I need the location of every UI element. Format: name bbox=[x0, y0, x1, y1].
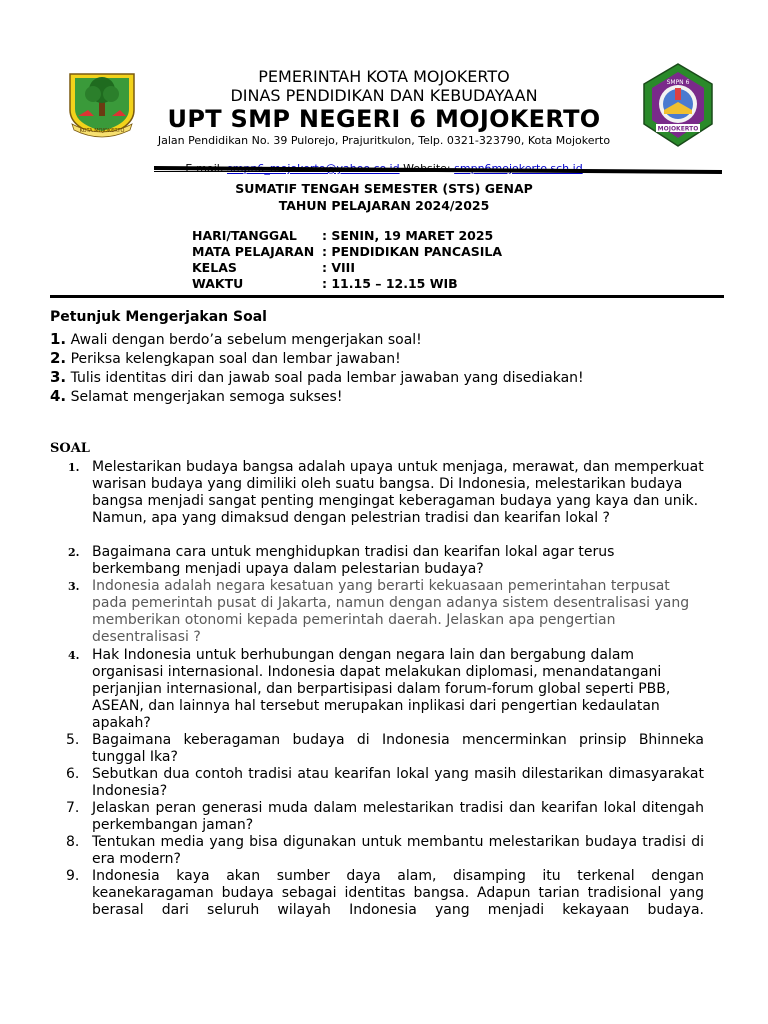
question-number: 6. bbox=[66, 766, 80, 782]
question-text: Indonesia kaya akan sumber daya alam, disamping itu terkenal dengan keanekaragaman budaya sebagai identitas bangsa. Adapun tarian tradisional yang berasal dari seluruh wilayah Indonesia yang menjadi kekayaan budaya. bbox=[92, 868, 704, 918]
info-label: KELAS bbox=[192, 260, 237, 275]
instruction-number: 1. bbox=[50, 330, 67, 348]
letterhead-divider-thin bbox=[154, 171, 722, 172]
info-label: WAKTU bbox=[192, 276, 244, 291]
question-text: Indonesia adalah negara kesatuan yang berarti kekuasaan pemerintahan terpusat pada pemerintah pusat di Jakarta, namun dengan adanya sistem desentralisasi yang memberikan otonomi kepada pemerintah daerah. Jelaskan apa pengertian desentralisasi ? bbox=[92, 578, 690, 645]
question-item bbox=[68, 459, 704, 527]
question-text: Bagaimana keberagaman budaya di Indonesia mencerminkan prinsip Bhinneka tunggal Ika? bbox=[92, 732, 704, 765]
question-number: 8. bbox=[66, 834, 80, 850]
instruction-number: 3. bbox=[50, 368, 67, 386]
question-text: Jelaskan peran generasi muda dalam melestarikan tradisi dan kearifan lokal ditengah perkembangan jaman? bbox=[92, 800, 704, 833]
info-row-time bbox=[192, 276, 458, 291]
question-item bbox=[68, 578, 704, 646]
question-item bbox=[66, 766, 704, 800]
instruction-number: 2. bbox=[50, 349, 67, 367]
question-item bbox=[66, 868, 704, 919]
questions-title: SOAL bbox=[50, 441, 90, 456]
question-number: 1. bbox=[68, 461, 80, 474]
question-number: 9. bbox=[66, 868, 80, 884]
question-text: Bagaimana cara untuk menghidupkan tradisi dan kearifan lokal agar terus berkembang menjadi upaya dalam pelestarian budaya? bbox=[92, 544, 615, 577]
kop-address: Jalan Pendidikan No. 39 Pulorejo, Prajuritkulon, Telp. 0321-323790, Kota Mojokerto bbox=[157, 134, 611, 147]
instructions-title: Petunjuk Mengerjakan Soal bbox=[50, 309, 267, 325]
instruction-text: Selamat mengerjakan semoga sukses! bbox=[70, 389, 343, 405]
instruction-text: Awali dengan berdo’a sebelum mengerjakan soal! bbox=[70, 332, 422, 348]
exam-title: SUMATIF TENGAH SEMESTER (STS) GENAP bbox=[235, 181, 533, 196]
question-item bbox=[66, 732, 704, 766]
question-text: Tentukan media yang bisa digunakan untuk membantu melestarikan budaya tradisi di era modern? bbox=[92, 834, 704, 867]
kop-school-name: UPT SMP NEGERI 6 MOJOKERTO bbox=[167, 105, 601, 133]
info-value: : PENDIDIKAN PANCASILA bbox=[322, 244, 503, 259]
instruction-number: 4. bbox=[50, 387, 67, 405]
info-value: : SENIN, 19 MARET 2025 bbox=[322, 228, 494, 243]
exam-year: TAHUN PELAJARAN 2024/2025 bbox=[278, 198, 490, 213]
instruction-item bbox=[50, 349, 401, 368]
kop-department: DINAS PENDIDIKAN DAN KEBUDAYAAN bbox=[230, 86, 538, 105]
question-number: 4. bbox=[68, 649, 80, 662]
question-number: 5. bbox=[66, 732, 80, 748]
question-text: Hak Indonesia untuk berhubungan dengan negara lain dan bergabung dalam organisasi internasional. Indonesia dapat melakukan diplomasi, menandatangani perjanjian internasional, dan berpartisipasi dalam forum-forum global seperti PBB, ASEAN, dan lainnya hal tersebut merupakan inplikasi dari pengertian kedaulatan apakah? bbox=[92, 647, 671, 731]
smpn6-logo bbox=[640, 62, 716, 150]
question-number: 3. bbox=[68, 580, 80, 593]
question-number: 7. bbox=[66, 800, 80, 816]
info-label: HARI/TANGGAL bbox=[192, 228, 297, 243]
question-number: 2. bbox=[68, 546, 80, 559]
info-divider bbox=[50, 295, 724, 298]
instruction-text: Periksa kelengkapan soal dan lembar jawaban! bbox=[70, 351, 401, 367]
instruction-item bbox=[50, 387, 342, 406]
question-item bbox=[68, 544, 704, 578]
kop-government: PEMERINTAH KOTA MOJOKERTO bbox=[258, 67, 510, 86]
logo-right-bottom-text: MOJOKERTO bbox=[657, 125, 699, 133]
info-row-class bbox=[192, 260, 355, 275]
info-value: : 11.15 – 12.15 WIB bbox=[322, 276, 458, 291]
question-item bbox=[66, 800, 704, 834]
logo-left-caption: KOTA MOJOKERTO bbox=[79, 128, 125, 134]
question-item bbox=[66, 834, 704, 868]
info-row-date bbox=[192, 228, 493, 243]
question-text: Melestarikan budaya bangsa adalah upaya untuk menjaga, merawat, dan memperkuat warisan budaya yang dimiliki oleh suatu bangsa. Di Indonesia, melestarikan budaya bangsa menjadi sangat penting mengingat keberagaman budaya yang kaya dan unik. Namun, apa yang dimaksud dengan pelestrian tradisi dan kearifan lokal ? bbox=[92, 459, 704, 526]
question-item bbox=[68, 647, 704, 732]
instruction-text: Tulis identitas diri dan jawab soal pada lembar jawaban yang disediakan! bbox=[70, 370, 584, 386]
info-row-subject bbox=[192, 244, 502, 259]
kota-mojokerto-logo bbox=[64, 70, 140, 138]
info-value: : VIII bbox=[322, 260, 355, 275]
instruction-item bbox=[50, 330, 422, 349]
logo-right-top-text: SMPN 6 bbox=[666, 79, 690, 86]
question-text: Sebutkan dua contoh tradisi atau kearifan lokal yang masih dilestarikan dimasyarakat Indonesia? bbox=[92, 766, 704, 799]
info-label: MATA PELAJARAN bbox=[192, 244, 315, 259]
instruction-item bbox=[50, 368, 584, 387]
